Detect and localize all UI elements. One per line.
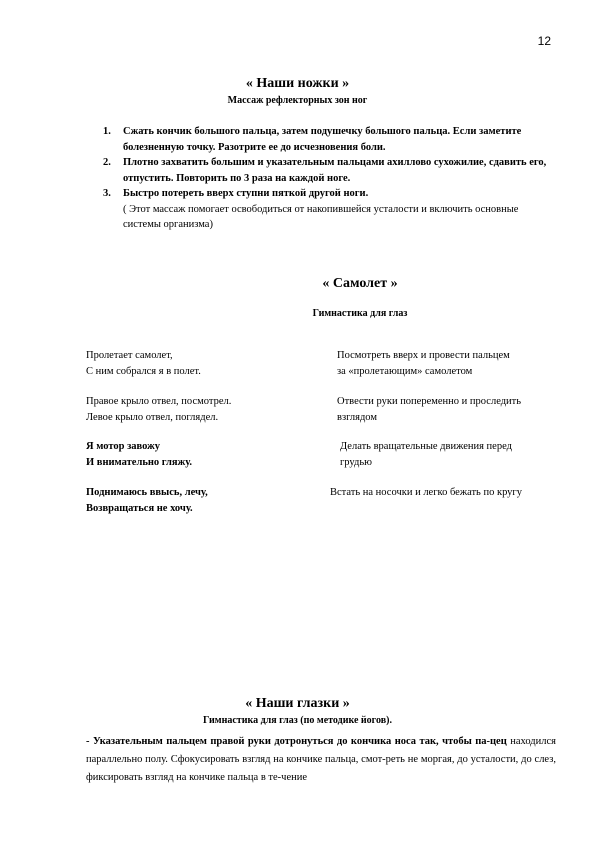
poem-line: С ним собрался я в полет. bbox=[86, 366, 201, 377]
instruction-line: за «пролетающим» самолетом bbox=[337, 366, 473, 377]
page-number: 12 bbox=[537, 34, 551, 48]
section-title-nogi: « Наши ножки » bbox=[245, 76, 350, 91]
poem-lines bbox=[86, 394, 231, 426]
list-item bbox=[103, 124, 553, 155]
paragraph-text: находился параллельно полу. Сфокусировать взгляд на кончике пальца, смот-реть не моргая, до усталости, до слез, фиксировать взгляд на кончике пальца в те-чение bbox=[86, 736, 556, 783]
poem-line: И внимательно гляжу. bbox=[86, 457, 193, 468]
section-title-glazki: « Наши глазки » bbox=[245, 696, 350, 711]
list-number: 1. bbox=[103, 126, 111, 137]
section-subtitle-samolet: Гимнастика для глаз bbox=[312, 308, 408, 319]
instruction-line: Посмотреть вверх и провести пальцем bbox=[337, 350, 510, 361]
instruction-lines bbox=[337, 348, 510, 380]
exercise-paragraph bbox=[86, 733, 556, 787]
instruction-lines bbox=[330, 485, 522, 501]
instruction-lines bbox=[340, 439, 512, 471]
list-item-text: Сжать кончик большого пальца, затем подушечку большого пальца. Если заметите болезненную точку. Разотрите ее до исчезновения боли. bbox=[123, 126, 522, 153]
instruction-line: Встать на носочки и легко бежать по кругу bbox=[330, 487, 522, 498]
section-subtitle-nogi: Массаж рефлекторных зон ног bbox=[227, 95, 368, 106]
instruction-line: взглядом bbox=[337, 412, 377, 423]
instruction-line: грудью bbox=[340, 457, 372, 468]
poem-line: Пролетает самолет, bbox=[86, 350, 173, 361]
section-title-samolet: « Самолет » bbox=[322, 276, 398, 291]
instruction-line: Отвести руки попеременно и проследить bbox=[337, 396, 522, 407]
section-subtitle-glazki: Гимнастика для глаз (по методике йогов). bbox=[203, 715, 392, 726]
instruction-line: Делать вращательные движения перед bbox=[340, 441, 512, 452]
list-item bbox=[103, 186, 553, 202]
poem-line: Правое крыло отвел, посмотрел. bbox=[86, 396, 232, 407]
poem-line: Возвращаться не хочу. bbox=[86, 503, 193, 514]
list-number: 2. bbox=[103, 157, 111, 168]
poem-lines bbox=[86, 439, 192, 471]
poem-lines bbox=[86, 348, 201, 380]
poem-line: Поднимаюсь ввысь, лечу, bbox=[86, 487, 208, 498]
paragraph-lead: - Указательным пальцем правой руки дотронуться до кончика носа так, чтобы па-цец bbox=[86, 736, 507, 747]
list-item-text: Быстро потереть вверх ступни пяткой другой ноги. bbox=[123, 188, 369, 199]
massage-note: ( Этот массаж помогает освободиться от накопившейся усталости и включить основные системы организма) bbox=[123, 203, 519, 230]
list-item-text: Плотно захватить большим и указательным пальцами ахиллово сухожилие, сдавить его, отпустить. Повторить по 3 раза на каждой ноге. bbox=[123, 157, 547, 184]
poem-line: Я мотор завожу bbox=[86, 441, 160, 452]
list-number: 3. bbox=[103, 188, 111, 199]
massage-steps-list bbox=[103, 124, 553, 233]
list-item bbox=[103, 155, 553, 186]
instruction-lines bbox=[337, 394, 521, 426]
poem-lines bbox=[86, 485, 208, 517]
poem-line: Левое крыло отвел, поглядел. bbox=[86, 412, 219, 423]
